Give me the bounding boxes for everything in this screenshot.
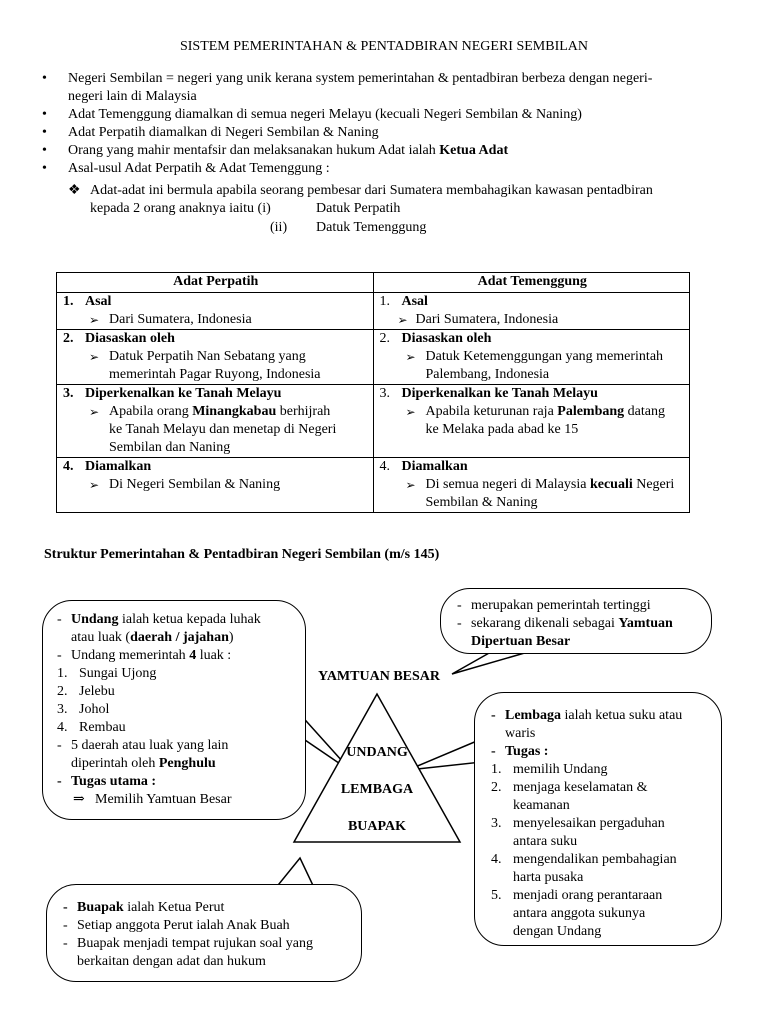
pyramid-level-undang: UNDANG (346, 745, 408, 760)
bullet-item: • Negeri Sembilan = negeri yang unik kerana system pemerintahan & pentadbiran berbeza dengan negeri- negeri lain di Malaysia (40, 70, 720, 106)
yamtuan-callout: - merupakan pemerintah tertinggi - sekarang dikenali sebagai Yamtuan Dipertuan Besar (440, 588, 712, 654)
origin-line-2: (ii) Datuk Temenggung (270, 220, 427, 235)
table-cell: 4. Diamalkan ➢ Di semua negeri di Malaysia kecuali Negeri Sembilan & Naning (373, 458, 690, 513)
arrow-bullet-icon: ➢ (405, 405, 416, 419)
arrow-bullet-icon: ➢ (89, 313, 100, 327)
arrow-bullet-icon: ➢ (405, 350, 416, 364)
arrow-bullet-icon: ➢ (89, 350, 100, 364)
table-cell: 1. Asal ➢ Dari Sumatera, Indonesia (57, 293, 374, 330)
arrow-bullet-icon: ➢ (397, 313, 408, 327)
pyramid-level-buapak: BUAPAK (347, 819, 407, 834)
lembaga-callout: - Lembaga ialah ketua suku atau waris - Tugas : 1. memilih Undang 2. menjaga keselamatan & keamanan 3. menyelesaikan pergaduhan antara suku 4. mengendalikan pembahagian harta pusaka 5. menjadi orang perantaraan antara anggota sukunya dengan Undang (474, 692, 722, 946)
bullet-item: • Adat Temenggung diamalkan di semua negeri Melayu (kecuali Negeri Sembilan & Naning) (40, 106, 720, 124)
column-header-perpatih: Adat Perpatih (57, 273, 374, 293)
yamtuan-besar-label: YAMTUAN BESAR (318, 669, 441, 684)
origin-line-1: kepada 2 orang anaknya iaitu (i) Datuk Perpatih (90, 201, 401, 216)
column-header-temenggung: Adat Temenggung (373, 273, 690, 293)
page-title: SISTEM PEMERINTAHAN & PENTADBIRAN NEGERI SEMBILAN (179, 39, 589, 54)
buapak-callout: - Buapak ialah Ketua Perut - Setiap anggota Perut ialah Anak Buah - Buapak menjadi tempat rujukan soal yang berkaitan dengan adat dan hukum (46, 884, 362, 982)
table-cell: 2. Diasaskan oleh ➢ Datuk Perpatih Nan Sebatang yang memerintah Pagar Ruyong, Indonesia (57, 330, 374, 385)
origin-sub-bullet: ❖ Adat-adat ini bermula apabila seorang pembesar dari Sumatera membahagikan kawasan pentadbiran (68, 183, 653, 198)
bullet-item: • Asal-usul Adat Perpatih & Adat Temenggung : (40, 160, 720, 178)
bullet-item: • Orang yang mahir mentafsir dan melaksanakan hukum Adat ialah Ketua Adat (40, 142, 720, 160)
implies-arrow-icon: ⇒ (73, 792, 85, 807)
bullet-item: • Adat Perpatih diamalkan di Negeri Sembilan & Naning (40, 124, 720, 142)
structure-heading: Struktur Pemerintahan & Pentadbiran Negeri Sembilan (m/s 145) (44, 547, 440, 562)
table-cell: 1. Asal ➢ Dari Sumatera, Indonesia (373, 293, 690, 330)
table-cell: 3. Diperkenalkan ke Tanah Melayu ➢ Apabila keturunan raja Palembang datang ke Melaka pada abad ke 15 (373, 385, 690, 458)
arrow-bullet-icon: ➢ (89, 405, 100, 419)
arrow-bullet-icon: ➢ (405, 478, 416, 492)
table-cell: 4. Diamalkan ➢ Di Negeri Sembilan & Naning (57, 458, 374, 513)
diamond-bullet-icon: ❖ (68, 183, 81, 198)
pyramid-level-lembaga: LEMBAGA (340, 782, 414, 797)
table-cell: 2. Diasaskan oleh ➢ Datuk Ketemenggungan yang memerintah Palembang, Indonesia (373, 330, 690, 385)
undang-callout: - Undang ialah ketua kepada luhak atau luak (daerah / jajahan) - Undang memerintah 4 luak : 1. Sungai Ujong 2. Jelebu 3. Johol 4. Rembau - 5 daerah atau luak yang lain diperintah oleh Penghulu - Tugas utama : ⇒ Memilih Yamtuan Besar (42, 600, 306, 820)
table-cell: 3. Diperkenalkan ke Tanah Melayu ➢ Apabila orang Minangkabau berhijrah ke Tanah Melayu dan menetap di Negeri Sembilan dan Naning (57, 385, 374, 458)
arrow-bullet-icon: ➢ (89, 478, 100, 492)
